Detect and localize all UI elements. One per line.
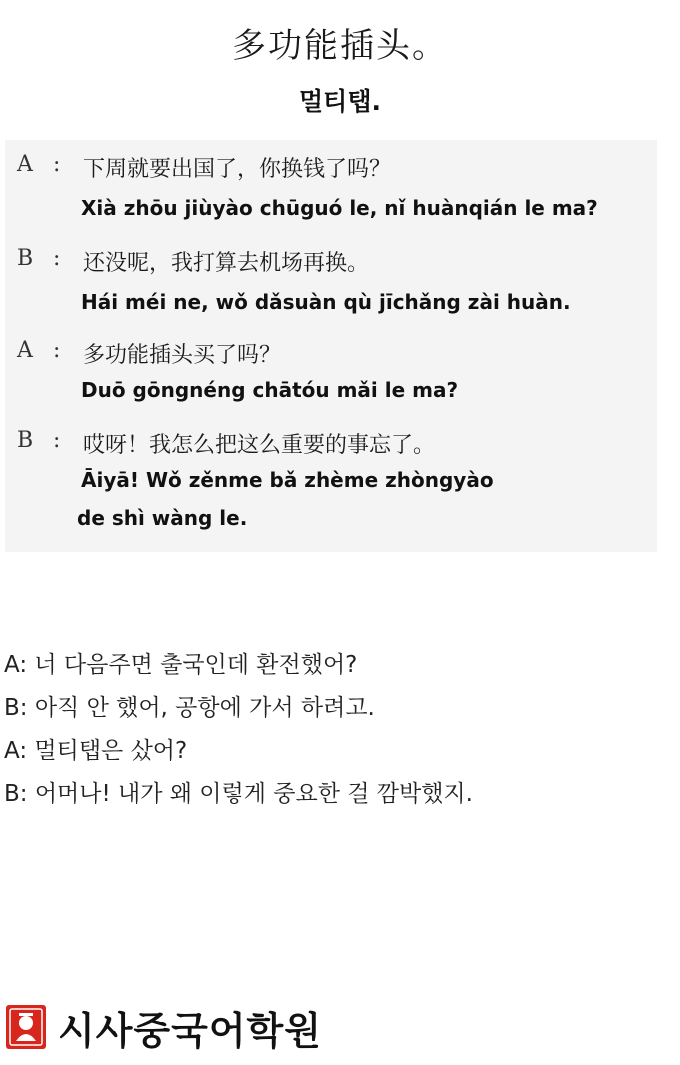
dialogue-box: [5, 140, 657, 552]
speaker-label: B: [17, 428, 34, 453]
pinyin-text: Hái méi ne, wǒ dǎsuàn qù jīchǎng zài huàn.: [81, 290, 571, 314]
translation-line-3: A: 멀티탭은 샀어?: [4, 738, 188, 764]
hanzi-text: 哎呀！我怎么把这么重要的事忘了。: [83, 433, 436, 458]
speaker-label: A: [17, 152, 33, 177]
hanzi-text: 多功能插头买了吗？: [83, 343, 282, 368]
pinyin-text-continued: de shì wàng le.: [77, 506, 248, 530]
korean-translation: [4, 644, 473, 816]
brand-name: 시사중국어학원: [58, 1008, 322, 1053]
translation-line-2: B: 아직 안 했어, 공항에 가서 하려고.: [4, 695, 375, 721]
speaker-label: B: [17, 246, 34, 271]
sisa-logo-icon: [6, 1005, 46, 1049]
speaker-colon: :: [53, 246, 61, 271]
title-korean: 멀티탭.: [299, 87, 381, 116]
speaker-colon: :: [53, 338, 61, 363]
pinyin-text: Xià zhōu jiùyào chūguó le, nǐ huànqián le ma?: [81, 196, 598, 220]
pinyin-text: Duō gōngnéng chātóu mǎi le ma?: [81, 378, 459, 402]
translation-line-4: B: 어머나! 내가 왜 이렇게 중요한 걸 깜박했지.: [4, 781, 473, 807]
hanzi-text: 下周就要出国了，你换钱了吗？: [83, 157, 392, 182]
speaker-colon: :: [53, 428, 61, 453]
speaker-colon: :: [53, 152, 61, 177]
speaker-label: A: [17, 338, 33, 363]
brand-logo: [6, 1004, 322, 1053]
pinyin-text: Āiyā! Wǒ zěnme bǎ zhème zhòngyào: [81, 468, 494, 492]
hanzi-text: 还没呢，我打算去机场再换。: [83, 251, 370, 276]
title-chinese: 多功能插头。: [232, 26, 448, 66]
translation-line-1: A: 너 다음주면 출국인데 환전했어?: [4, 652, 358, 678]
